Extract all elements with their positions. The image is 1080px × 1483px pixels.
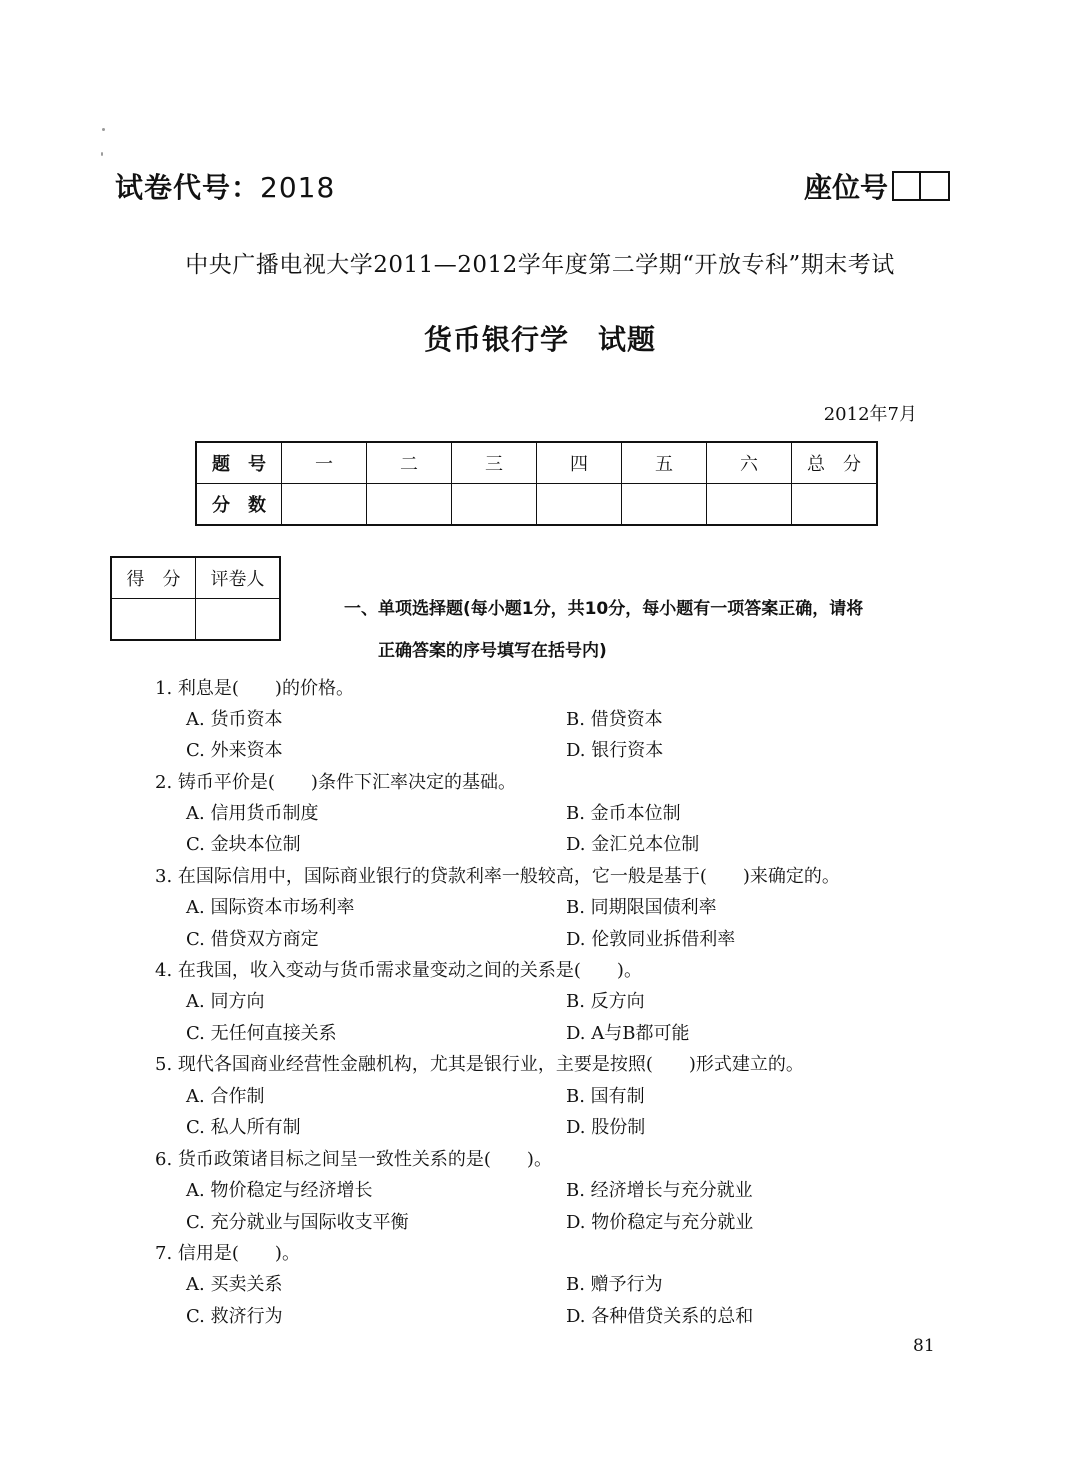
- score-table-cell-3: 三: [452, 442, 537, 484]
- score-table-empty-cell: [367, 484, 452, 526]
- score-table-cell-total: 总 分: [792, 442, 878, 484]
- scan-speck: [101, 152, 103, 156]
- question-1-option-a: A. 货币资本: [186, 709, 283, 730]
- question-6-option-d: D. 物价稳定与充分就业: [566, 1212, 754, 1233]
- question-1-option-d: D. 银行资本: [566, 740, 664, 761]
- section-heading-line1: 一、单项选择题(每小题1分，共10分，每小题有一项答案正确，请将: [344, 599, 864, 619]
- seat-box: [892, 171, 921, 201]
- score-table: [195, 441, 878, 526]
- question-stem-5: 5. 现代各国商业经营性金融机构，尤其是银行业，主要是按照( )形式建立的。: [155, 1054, 804, 1075]
- score-table-empty-cell: [792, 484, 878, 526]
- grader-score-label: 得 分: [111, 557, 196, 599]
- question-7-option-d: D. 各种借贷关系的总和: [566, 1306, 754, 1327]
- question-1-option-b: B. 借贷资本: [566, 709, 663, 730]
- seat-number-boxes: [892, 171, 950, 201]
- paper-code: [115, 166, 335, 206]
- paper-code-value: 2018: [260, 171, 336, 204]
- question-6-option-a: A. 物价稳定与经济增长: [186, 1180, 373, 1201]
- question-3-option-b: B. 同期限国债利率: [566, 897, 717, 918]
- seat-number: [804, 166, 950, 206]
- question-stem-1: 1. 利息是( )的价格。: [155, 678, 354, 699]
- question-6-option-c: C. 充分就业与国际收支平衡: [186, 1212, 409, 1233]
- exam-date: 2012年7月: [823, 404, 917, 425]
- question-stem-7: 7. 信用是( )。: [155, 1243, 300, 1264]
- grader-empty-cell: [196, 599, 281, 641]
- question-2-option-c: C. 金块本位制: [186, 834, 301, 855]
- score-table-cell-6: 六: [707, 442, 792, 484]
- question-3-option-d: D. 伦敦同业拆借利率: [566, 929, 736, 950]
- score-table-cell-4: 四: [537, 442, 622, 484]
- question-3-option-a: A. 国际资本市场利率: [186, 897, 355, 918]
- question-5-option-b: B. 国有制: [566, 1086, 645, 1107]
- question-stem-6: 6. 货币政策诸目标之间呈一致性关系的是( )。: [155, 1149, 552, 1170]
- question-4-option-a: A. 同方向: [186, 991, 265, 1012]
- question-6-option-b: B. 经济增长与充分就业: [566, 1180, 753, 1201]
- question-4-option-b: B. 反方向: [566, 991, 645, 1012]
- score-table-header-row: [196, 442, 877, 484]
- question-7-option-c: C. 救济行为: [186, 1306, 283, 1327]
- grader-table-header-row: [111, 557, 280, 599]
- seat-number-label: 座位号: [804, 171, 889, 204]
- question-7-option-a: A. 买卖关系: [186, 1274, 283, 1295]
- score-table-cell-label: 题 号: [196, 442, 282, 484]
- question-stem-3: 3. 在国际信用中，国际商业银行的贷款利率一般较高，它一般是基于( )来确定的。: [155, 866, 840, 887]
- score-table-empty-cell: [452, 484, 537, 526]
- grader-table: [110, 556, 281, 641]
- grader-empty-cell: [111, 599, 196, 641]
- question-4-option-d: D. A与B都可能: [566, 1023, 690, 1044]
- score-table-cell-2: 二: [367, 442, 452, 484]
- page-number: 81: [913, 1336, 935, 1356]
- grader-label: 评卷人: [196, 557, 281, 599]
- question-5-option-d: D. 股份制: [566, 1117, 646, 1138]
- paper-code-label: 试卷代号：: [115, 171, 261, 204]
- question-5-option-a: A. 合作制: [186, 1086, 265, 1107]
- seat-box: [921, 171, 950, 201]
- subject-title: 货币银行学 试题: [423, 323, 656, 356]
- question-stem-2: 2. 铸币平价是( )条件下汇率决定的基础。: [155, 772, 516, 793]
- question-1-option-c: C. 外来资本: [186, 740, 283, 761]
- question-2-option-d: D. 金汇兑本位制: [566, 834, 700, 855]
- exam-title: 中央广播电视大学2011—2012学年度第二学期“开放专科”期末考试: [185, 252, 895, 278]
- grader-table-empty-row: [111, 599, 280, 641]
- score-table-empty-cell: [707, 484, 792, 526]
- score-table-cell-5: 五: [622, 442, 707, 484]
- question-stem-4: 4. 在我国，收入变动与货币需求量变动之间的关系是( )。: [155, 960, 642, 981]
- question-5-option-c: C. 私人所有制: [186, 1117, 301, 1138]
- score-table-empty-cell: [282, 484, 367, 526]
- section-heading-line2: 正确答案的序号填写在括号内): [378, 641, 607, 661]
- question-3-option-c: C. 借贷双方商定: [186, 929, 319, 950]
- score-table-empty-cell: [537, 484, 622, 526]
- question-2-option-a: A. 信用货币制度: [186, 803, 319, 824]
- question-7-option-b: B. 赠予行为: [566, 1274, 663, 1295]
- question-4-option-c: C. 无任何直接关系: [186, 1023, 337, 1044]
- score-table-score-label: 分 数: [196, 484, 282, 526]
- question-2-option-b: B. 金币本位制: [566, 803, 681, 824]
- score-table-empty-cell: [622, 484, 707, 526]
- scan-speck: [102, 128, 105, 131]
- score-table-cell-1: 一: [282, 442, 367, 484]
- score-table-score-row: [196, 484, 877, 526]
- section-heading: [344, 588, 964, 672]
